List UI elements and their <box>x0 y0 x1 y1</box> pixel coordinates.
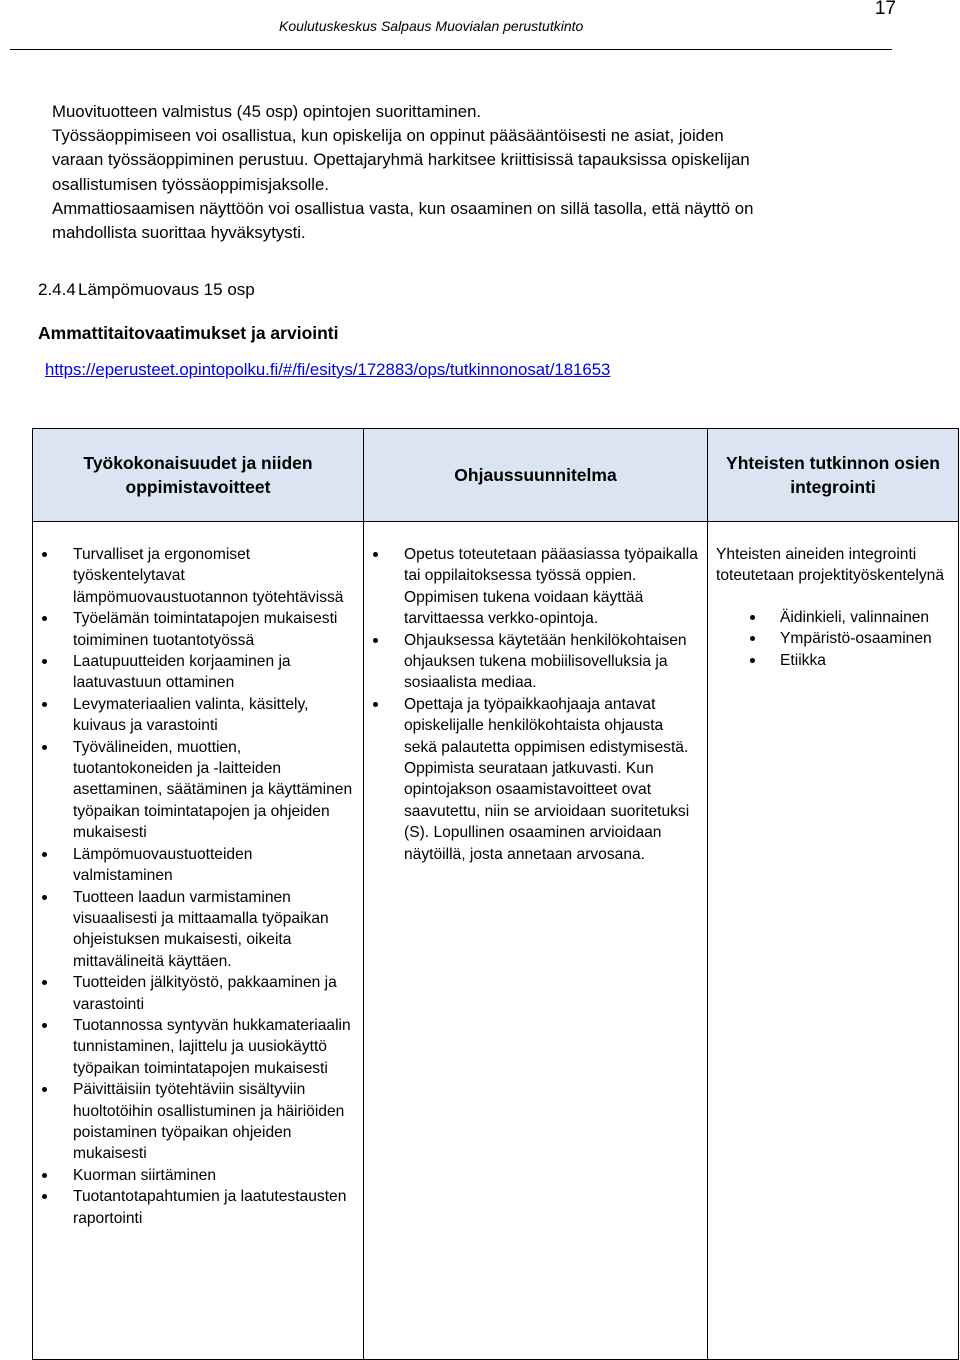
intro-line: osallistumisen työssäoppimisjaksolle. <box>52 174 330 194</box>
work-entities-cell <box>33 522 364 1360</box>
work-entity-item: Päivittäisiin työtehtäviin sisältyviin huoltotöihin osallistuminen ja häiriöiden poistaminen työpaikan ohjeiden mukaisesti <box>41 1079 355 1165</box>
section-title: Lämpömuovaus 15 osp <box>78 280 255 299</box>
work-entity-item: Työvälineiden, muottien, tuotantokoneiden ja -laitteiden asettaminen, säätäminen ja käyttäminen työpaikan toimintatapojen ja ohjeiden mukaisesti <box>41 737 355 844</box>
work-entity-item: Tuotantotapahtumien ja laatutestausten raportointi <box>41 1186 355 1229</box>
work-entity-item: Levymateriaalien valinta, käsittely, kuivaus ja varastointi <box>41 694 355 737</box>
header-work-entities: Työkokonaisuudet ja niiden oppimistavoitteet <box>33 429 364 522</box>
page-number: 17 <box>874 0 896 19</box>
header-common-integration: Yhteisten tutkinnon osien integrointi <box>708 429 959 522</box>
guidance-plan-cell <box>364 522 708 1360</box>
integration-item: Ympäristö-osaaminen <box>716 628 950 649</box>
intro-line: mahdollista suorittaa hyväksytysti. <box>52 223 306 243</box>
intro-line: Muovituotteen valmistus (45 osp) opintojen suorittaminen. <box>52 102 482 121</box>
integration-list <box>716 607 950 671</box>
integration-item: Äidinkieli, valinnainen <box>716 607 950 628</box>
work-entity-item: Tuotannossa syntyvän hukkamateriaalin tunnistaminen, lajittelu ja uusiokäyttö työpaikan toimintatapojen mukaisesti <box>41 1015 355 1079</box>
guidance-item: Opettaja ja työpaikkaohjaaja antavat opiskelijalle henkilökohtaista ohjausta sekä palautetta oppimisen edistymisestä. Oppimista seurataan jatkuvasti. Kun opintojakson osaamistavoitteet ovat saavutettu, niin se arvioidaan suoritetuksi (S). Lopullinen osaaminen arvioidaan näytöillä, josta annetaan arvosana. <box>372 694 699 865</box>
header-rule <box>10 49 892 50</box>
common-integration-cell <box>708 522 959 1360</box>
eperusteet-link[interactable]: https://eperusteet.opintopolku.fi/#/fi/esitys/172883/ops/tutkinnonosat/181653 <box>45 360 611 379</box>
table-header-row <box>33 429 959 522</box>
running-header: Koulutuskeskus Salpaus Muovialan perustutkinto <box>279 18 584 34</box>
work-entity-item: Lämpömuovaustuotteiden valmistaminen <box>41 844 355 887</box>
work-entity-item: Laatupuutteiden korjaaminen ja laatuvastuun ottaminen <box>41 651 355 694</box>
curriculum-table <box>32 428 959 1360</box>
work-entity-item: Työelämän toimintatapojen mukaisesti toimiminen tuotantotyössä <box>41 608 355 651</box>
integration-item: Etiikka <box>716 650 950 671</box>
guidance-plan-list <box>372 544 699 865</box>
integration-intro: Yhteisten aineiden integrointi toteutetaan projektityöskentelynä <box>716 546 944 585</box>
section-number: 2.4.4 <box>38 280 76 299</box>
work-entity-item: Tuotteiden jälkityöstö, pakkaaminen ja varastointi <box>41 972 355 1015</box>
work-entity-item: Tuotteen laadun varmistaminen visuaalisesti ja mittaamalla työpaikan ohjeistuksen mukaisesti, oikeita mittavälineitä käyttäen. <box>41 887 355 973</box>
guidance-item: Ohjauksessa käytetään henkilökohtaisen ohjauksen tukena mobiilisovelluksia ja sosiaalista mediaa. <box>372 630 699 694</box>
intro-line: Työssäoppimiseen voi osallistua, kun opiskelija on oppinut pääsääntöisesti ne asiat, joiden <box>52 126 724 146</box>
work-entity-item: Turvalliset ja ergonomiset työskentelytavat lämpömuovaustuotannon työtehtävissä <box>41 544 355 608</box>
intro-line: varaan työssäoppiminen perustuu. Opettajaryhmä harkitsee kriittisissä tapauksissa opiskelijan <box>52 150 750 170</box>
table-row <box>33 522 959 1360</box>
section-heading <box>38 280 255 300</box>
work-entities-list <box>41 544 355 1229</box>
work-entity-item: Kuorman siirtäminen <box>41 1165 355 1186</box>
guidance-item: Opetus toteutetaan pääasiassa työpaikalla tai oppilaitoksessa työssä oppien. Oppimisen tukena voidaan käyttää tarvittaessa verkko-opintoja. <box>372 544 699 630</box>
intro-line: Ammattiosaamisen näyttöön voi osallistua vasta, kun osaaminen on sillä tasolla, että näyttö on <box>52 198 754 218</box>
header-guidance-plan: Ohjaussuunnitelma <box>364 429 708 522</box>
subheading: Ammattitaitovaatimukset ja arviointi <box>38 323 339 343</box>
intro-paragraph <box>52 100 912 245</box>
